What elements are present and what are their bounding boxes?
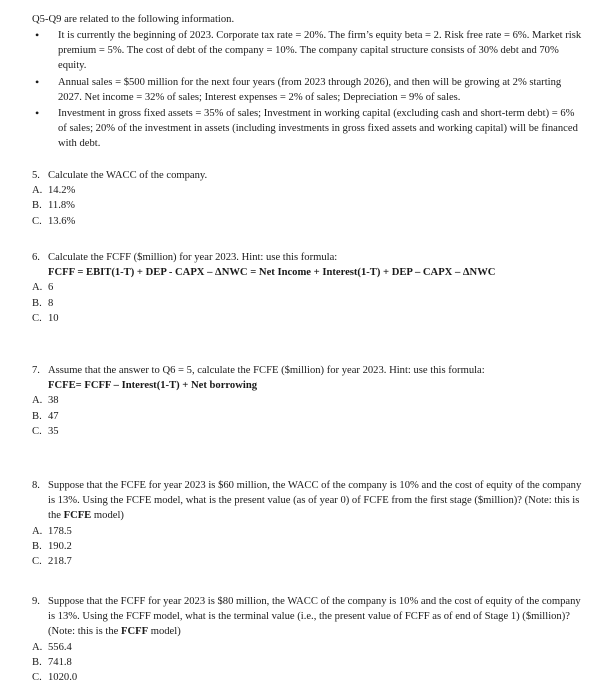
option-c[interactable] [32, 424, 582, 439]
question-text: Suppose that the FCFF for year 2023 is $80 million, the WACC of the company is 10% and the cost of equity of the company is 13%. Using the FCFF model, what is the terminal value (i.e., the present value of FCFF as of end of Stage 1) ($million)? (Note: this is the [48, 596, 581, 638]
question-text-end: model) [148, 626, 181, 638]
question-stem [32, 168, 582, 183]
option-text: 47 [48, 410, 59, 422]
option-text: 6 [48, 282, 54, 294]
question-number: 5. [32, 170, 40, 181]
option-letter: B. [32, 540, 42, 552]
question-text: Calculate the WACC of the company. [48, 170, 208, 181]
option-a[interactable] [32, 640, 582, 655]
option-letter: C. [32, 672, 42, 684]
info-bullet [32, 106, 582, 152]
option-b[interactable] [32, 198, 582, 213]
question-number: 7. [32, 365, 40, 376]
option-text: 13.6% [48, 215, 76, 227]
option-letter: C. [32, 312, 42, 324]
model-name: FCFF [120, 626, 149, 638]
question-8 [32, 478, 582, 569]
option-letter: A. [32, 395, 43, 407]
bullet-text: It is currently the beginning of 2023. Corporate tax rate = 20%. The firm’s equity beta = 2. Risk free rate = 6%. Market risk premium = 5%. The cost of debt of the company = 10%. The company capital structure consists of 30% debt and 70% equity. [58, 30, 582, 72]
question-stem [32, 250, 582, 265]
option-text: 218.7 [48, 556, 72, 568]
model-name: FCFE [63, 510, 92, 522]
option-text: 8 [48, 297, 54, 309]
option-text: 10 [48, 312, 59, 324]
question-text: Calculate the FCFF ($million) for year 2023. Hint: use this formula: [48, 252, 338, 263]
option-b[interactable] [32, 539, 582, 554]
option-letter: B. [32, 297, 42, 309]
info-bullets [32, 28, 582, 153]
option-text: 556.4 [48, 641, 72, 653]
option-b[interactable] [32, 409, 582, 424]
info-bullet [32, 28, 582, 74]
question-5 [32, 168, 582, 229]
option-c[interactable] [32, 670, 582, 685]
bullet-icon: • [35, 74, 40, 89]
bullet-text: Annual sales = $500 million for the next four years (from 2023 through 2026), and then will be growing at 2% starting 2027. Net income = 32% of sales; Interest expenses = 2% of sales; Depreciation = 9% of sales. [58, 76, 562, 103]
intro-title: Q5-Q9 are related to the following information. [32, 14, 235, 25]
option-a[interactable] [32, 393, 582, 408]
option-letter: B. [32, 200, 42, 212]
bullet-icon: • [35, 28, 40, 42]
option-letter: A. [32, 282, 43, 294]
question-stem [32, 594, 582, 640]
bullet-text: Investment in gross fixed assets = 35% of sales; Investment in working capital (excluding cash and short-term debt) = 6% of sales; 20% of the investment in assets (including investments in gross fixed assets and working capital) will be financed with debt. [58, 108, 578, 150]
option-letter: B. [32, 656, 42, 668]
question-number: 6. [32, 252, 40, 263]
option-letter: B. [32, 410, 42, 422]
option-a[interactable] [32, 524, 582, 539]
option-a[interactable] [32, 183, 582, 198]
option-text: 11.8% [48, 200, 75, 212]
question-stem [32, 363, 582, 378]
formula: FCFF = EBIT(1-T) + DEP - CAPX – ΔNWC = Net Income + Interest(1-T) + DEP – CAPX – ΔNWC [48, 267, 496, 279]
bullet-icon: • [35, 106, 40, 121]
option-letter: C. [32, 425, 42, 437]
question-stem [32, 478, 582, 524]
question-text: Assume that the answer to Q6 = 5, calculate the FCFE ($million) for year 2023. Hint: use this formula: [48, 365, 485, 376]
option-c[interactable] [32, 311, 582, 326]
question-text-end: model) [91, 510, 124, 522]
option-letter: A. [32, 185, 43, 197]
question-7 [32, 363, 582, 439]
option-text: 741.8 [48, 656, 72, 668]
option-letter: A. [32, 525, 43, 537]
option-b[interactable] [32, 296, 582, 311]
option-text: 1020.0 [48, 672, 78, 684]
option-text: 38 [48, 395, 59, 407]
option-a[interactable] [32, 280, 582, 295]
formula: FCFE= FCFF – Interest(1-T) + Net borrowing [48, 380, 258, 392]
question-9 [32, 594, 582, 685]
option-letter: C. [32, 556, 42, 568]
option-text: 178.5 [48, 525, 72, 537]
info-bullet [32, 75, 582, 105]
option-text: 14.2% [48, 185, 76, 197]
question-number: 9. [32, 596, 40, 607]
option-c[interactable] [32, 554, 582, 569]
option-letter: C. [32, 215, 42, 227]
option-letter: A. [32, 641, 43, 653]
option-text: 35 [48, 425, 59, 437]
option-text: 190.2 [48, 540, 72, 552]
question-number: 8. [32, 480, 40, 491]
option-c[interactable] [32, 214, 582, 229]
question-text: Suppose that the FCFE for year 2023 is $60 million, the WACC of the company is 10% and the cost of equity of the company is 13%. Using the FCFE model, what is the present value (as of year 0) of FCFE from the first stage ($million)? (Note: this is the [48, 480, 582, 522]
question-6 [32, 250, 582, 326]
option-b[interactable] [32, 655, 582, 670]
